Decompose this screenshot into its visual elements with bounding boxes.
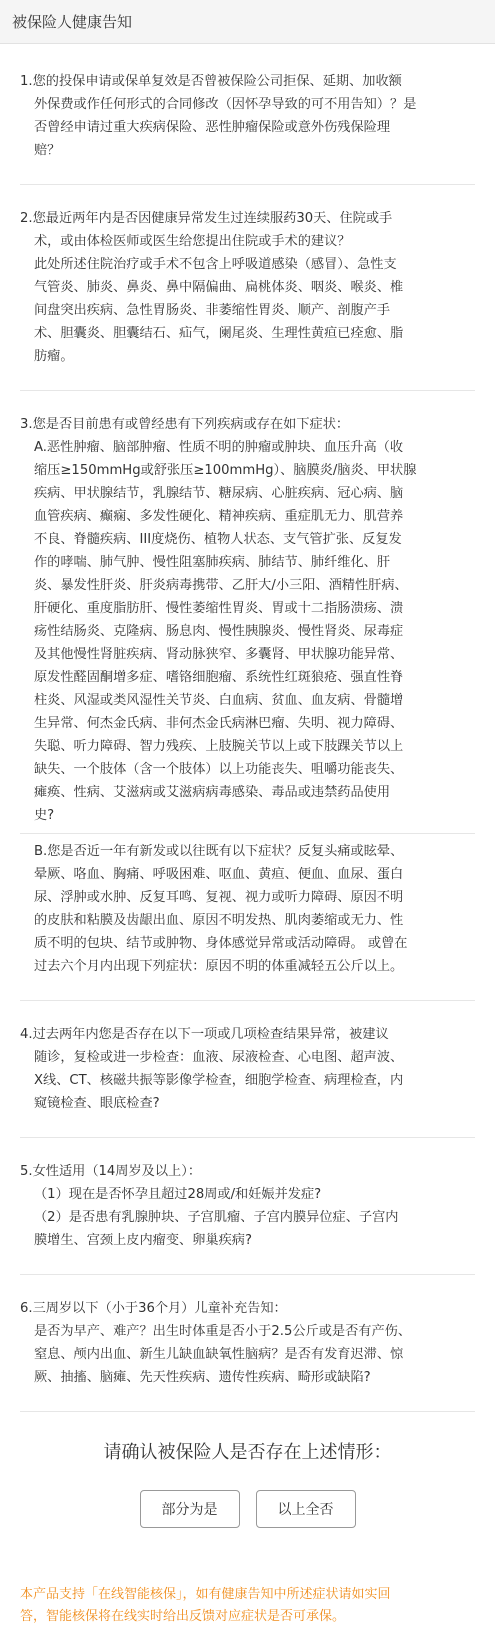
q5-title: 5.女性适用（14周岁及以上）： (20, 1164, 202, 1179)
q5-line: （1）现在是否怀孕且超过28周或/和妊娠并发症? (34, 1187, 322, 1202)
q3a-line: 血管疾病、癫痫、多发性硬化、精神疾病、重症肌无力、肌营养 (34, 509, 404, 524)
question-3b (20, 834, 475, 1001)
q2-line: 肪瘤。 (34, 349, 74, 364)
notice-line: 本产品支持「在线智能核保」，如有健康告知中所述症状请如实回 (20, 1587, 391, 1602)
q2-line: 术、胆囊炎、胆囊结石、疝气，阑尾炎、生理性黄疸已痊愈、脂 (34, 326, 404, 341)
q3b-line: 质不明的包块、结节或肿物、身体感觉异常或活动障碍。 或曾在 (34, 936, 408, 951)
q3b-line: 晕厥、咯血、胸痛、呼吸困难、呕血、黄疸、便血、血尿、蛋白 (34, 867, 404, 882)
q2-line: 间盘突出疾病、急性胃肠炎、非萎缩性胃炎、顺产、剖腹产手 (34, 303, 391, 318)
q3a-line: 炎、暴发性肝炎、肝炎病毒携带、乙肝大/小三阳、酒精性肝病、 (34, 578, 408, 593)
q3b-line: 尿、浮肿或水肿、反复耳鸣、复视、视力或听力障碍、原因不明 (34, 890, 404, 905)
question-1 (20, 44, 475, 185)
q3a-line: 生异常、何杰金氏病、非何杰金氏病淋巴瘤、失明、视力障碍、 (34, 716, 404, 731)
question-6 (20, 1275, 475, 1412)
q2-line: 气管炎、肺炎、鼻炎、鼻中隔偏曲、扁桃体炎、咽炎、喉炎、椎 (34, 280, 404, 295)
q2-line: 2.您最近两年内是否因健康异常发生过连续服药30天、住院或手 (20, 211, 393, 226)
q1-line: 外保费或作任何形式的合同修改（因怀孕导致的可不用告知）？是 (34, 97, 417, 112)
question-5 (20, 1138, 475, 1275)
q3a-line: 失聪、听力障碍、智力残疾、上肢腕关节以上或下肢踝关节以上 (34, 739, 404, 754)
q3a-line: 史? (34, 808, 55, 823)
page-title: 被保险人健康告知 (12, 13, 133, 31)
q3a-line: 疡性结肠炎、克隆病、肠息肉、慢性胰腺炎、慢性肾炎、尿毒症 (34, 624, 404, 639)
q4-line: 窥镜检查、眼底检查? (34, 1096, 160, 1111)
q3b-line: 的皮肤和粘膜及齿龈出血、原因不明发热、肌肉萎缩或无力、性 (34, 913, 404, 928)
q4-line: 4.过去两年内您是否存在以下一项或几项检查结果异常，被建议 (20, 1027, 389, 1042)
q2-line: 术，或由体检医师或医生给您提出住院或手术的建议？ (34, 234, 351, 249)
page-header (0, 0, 495, 44)
confirm-title: 请确认被保险人是否存在上述情形： (103, 1442, 392, 1463)
confirm-section (0, 1412, 495, 1528)
q3b-line: 过去六个月内出现下列症状：原因不明的体重减轻五公斤以上。 (34, 959, 404, 974)
q1-line: 赔？ (34, 143, 61, 158)
partial-yes-button[interactable]: 部分为是 (140, 1490, 240, 1528)
q3a-line: 柱炎、风湿或类风湿性关节炎、白血病、贫血、血友病、骨髓增 (34, 693, 404, 708)
q3-title: 3.您是否目前患有或曾经患有下列疾病或存在如下症状： (20, 417, 350, 432)
q3a-line: 缺失、一个肢体（含一个肢体）以上功能丧失、咀嚼功能丧失、 (34, 762, 404, 777)
q2-line: 此处所述住院治疗或手术不包含上呼吸道感染（感冒）、急性支 (34, 257, 397, 272)
q5-line: （2）是否患有乳腺肿块、子宫肌瘤、子宫内膜异位症、子宫内 (34, 1210, 399, 1225)
q6-title: 6.三周岁以下（小于36个月）儿童补充告知： (20, 1301, 287, 1316)
question-3 (20, 391, 475, 834)
q6-line: 是否为早产、难产？出生时体重是否小于2.5公斤或是否有产伤、 (34, 1324, 412, 1339)
q3a-line: 作的哮喘、肺气肿、慢性阻塞肺疾病、肺结节、肺纤维化、肝 (34, 555, 391, 570)
q6-line: 窒息、颅内出血、新生儿缺血缺氧性脑病？是否有发育迟滞、惊 (34, 1347, 404, 1362)
q4-line: 随诊，复检或进一步检查：血液、尿液检查、心电图、超声波、 (34, 1050, 404, 1065)
q3a-line: 不良、脊髓疾病、III度烧伤、植物人状态、支气管扩张、反复发 (34, 532, 402, 547)
q3b-line: B.您是否近一年有新发或以往既有以下症状？反复头痛或眩晕、 (34, 844, 404, 859)
q1-line: 否曾经申请过重大疾病保险、恶性肿瘤保险或意外伤残保险理 (34, 120, 391, 135)
confirm-buttons (0, 1490, 495, 1528)
q3a-line: 瘫痪、性病、艾滋病或艾滋病病毒感染、毒品或违禁药品使用 (34, 785, 391, 800)
health-notice-content (0, 44, 495, 1412)
q1-line: 1.您的投保申请或保单复效是否曾被保险公司拒保、延期、加收额 (20, 74, 402, 89)
q3a-line: 疾病、甲状腺结节，乳腺结节、糖尿病、心脏疾病、冠心病、脑 (34, 486, 404, 501)
q3a-line: A.恶性肿瘤、脑部肿瘤、性质不明的肿瘤或肿块、血压升高（收 (34, 440, 404, 455)
notice-line: 答，智能核保将在线实时给出反馈对应症状是否可承保。 (20, 1609, 346, 1624)
q3a-line: 原发性醛固酮增多症、嗜铬细胞瘤、系统性红斑狼疮、强直性脊 (34, 670, 404, 685)
q3a-line: 及其他慢性肾脏疾病、肾动脉狭窄、多囊肾、甲状腺功能异常、 (34, 647, 404, 662)
q3a-line: 肝硬化、重度脂肪肝、慢性萎缩性胃炎、胃或十二指肠溃疡、溃 (34, 601, 404, 616)
q3a-line: 缩压≥150mmHg或舒张压≥100mmHg）、脑膜炎/脑炎、甲状腺 (34, 463, 417, 478)
all-no-button[interactable]: 以上全否 (256, 1490, 356, 1528)
question-2 (20, 185, 475, 391)
q6-line: 厥、抽搐、脑瘫、先天性疾病、遗传性疾病、畸形或缺陷? (34, 1370, 371, 1385)
question-4 (20, 1001, 475, 1138)
underwriting-notice (0, 1584, 495, 1628)
q4-line: X线、CT、核磁共振等影像学检查，细胞学检查、病理检查，内 (34, 1073, 404, 1088)
q5-line: 膜增生、宫颈上皮内瘤变、卵巢疾病? (34, 1233, 252, 1248)
